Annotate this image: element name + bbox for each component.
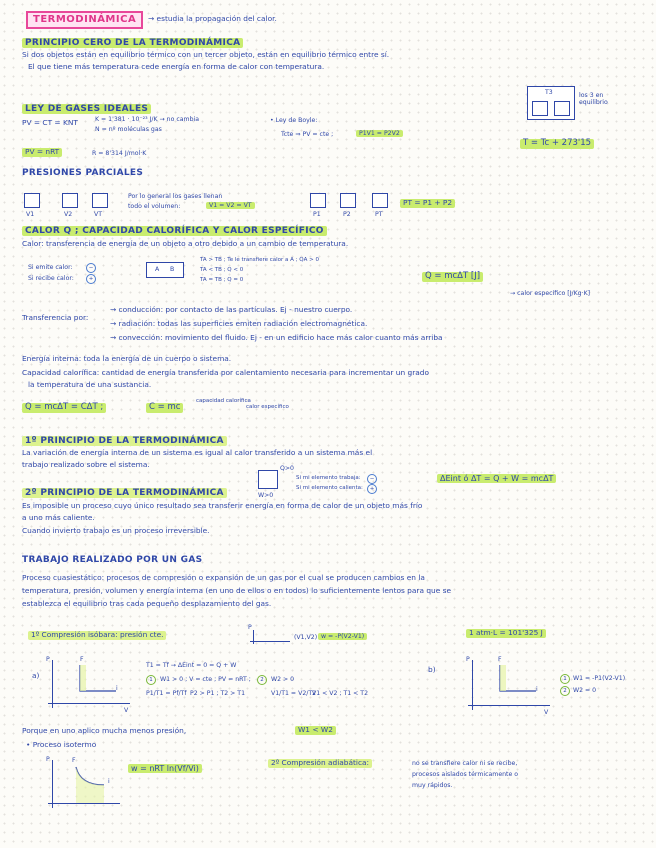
- energia-interna: Energía interna: toda la energía de un cuerpo o sistema.: [22, 354, 232, 363]
- parciales-note2: todo el volumen:: [128, 203, 181, 210]
- transf-item-conveccion: → convección: movimiento del fluido. Ej - en un edificio hace más calor cuanto más arriba: [110, 333, 443, 342]
- gases-n-def: N = nº moléculas gas: [95, 126, 162, 133]
- p2-line2: a uno más caliente.: [22, 513, 95, 522]
- plus-circle-icon-2: +: [367, 484, 377, 494]
- heading-segundo-principio: 2º PRINCIPIO DE LA TERMODINÁMICA: [22, 488, 227, 498]
- capacidad-line2: la temperatura de una sustancia.: [28, 380, 152, 389]
- gas-box-p2: [340, 193, 356, 208]
- conclusion-text: Porque en uno aplico mucha menos presión,: [22, 726, 187, 735]
- isobara-p-label: P: [248, 624, 252, 631]
- graph-b-i: i: [536, 686, 538, 693]
- inner-box-left: [532, 101, 548, 116]
- graph-a-p: P: [46, 656, 50, 663]
- eq-a1: T1 = Tf → ΔEint = 0 = Q + W: [146, 662, 237, 669]
- graph-b-path: [470, 655, 550, 705]
- boyle-eq: Tcte ⇒ PV = cte ;: [281, 131, 334, 138]
- calor-formula-note: → calor específico [J/Kg·K]: [510, 290, 591, 297]
- step-1-icon: 1: [146, 675, 156, 685]
- p1-line2: trabajo realizado sobre el sistema.: [22, 460, 150, 469]
- pressure-equation: PT = P1 + P2: [400, 199, 455, 208]
- isotermo-label: • Proceso isotermo: [26, 740, 97, 749]
- step-2b-icon: 2: [560, 686, 570, 696]
- heading-presiones-parciales: PRESIONES PARCIALES: [22, 168, 144, 178]
- box-a-label: A: [155, 266, 160, 273]
- calor-cond2: TA < TB ; Q < 0: [200, 267, 244, 273]
- calor-cond1: TA > TB ; Te le transfiere calor a A ; QA > 0: [200, 257, 319, 263]
- atm-conversion: 1 atm·L = 101'325 J: [466, 629, 546, 638]
- gases-r-def: R = 8'314 J/mol·K: [92, 150, 147, 157]
- transf-item-radiacion: → radiación: todas las superficies emiten radiación electromagnética.: [110, 319, 368, 328]
- eq-a2: W1 > 0 ; V = cte ; PV = nRT ;: [160, 676, 251, 683]
- graph-iso-curve: [50, 755, 120, 805]
- adiabatica-heading: 2º Compresión adiabática:: [268, 759, 372, 768]
- gas-box-v1: [24, 193, 40, 208]
- graph-iso-p: P: [46, 756, 50, 763]
- p0-line2: El que tiene más temperatura cede energía en forma de calor con temperatura.: [28, 62, 325, 71]
- volume-equation: V1 = V2 = VT: [206, 202, 255, 209]
- minus-circle-icon: −: [86, 263, 96, 273]
- trabajo-line1: Proceso cuasiestático: procesos de compresión o expansión de un gas por el cual se producen cambios en la: [22, 573, 425, 582]
- conclusion-highlight: W1 < W2: [295, 726, 336, 735]
- trabajo-line3: establezca el equilibrio tras cada pequeño desplazamiento del gas.: [22, 599, 272, 608]
- w-label: W>0: [258, 492, 274, 499]
- p1-formula: ΔEint ó ΔT = Q + W = mcΔT: [437, 474, 556, 483]
- p2-line3: Cuando invierto trabajo es un proceso irreversible.: [22, 526, 210, 535]
- p1-cond1: Si mi elemento trabaja:: [296, 475, 361, 481]
- graph-iso-i: i: [108, 778, 110, 785]
- label-p2: P2: [343, 211, 351, 218]
- transf-intro: Transferencia por:: [22, 313, 89, 322]
- box-b-label: B: [170, 266, 175, 273]
- inner-box-right: [554, 101, 570, 116]
- c-equation: C = mc: [146, 403, 183, 413]
- c-note-especifico: calor específico: [246, 404, 289, 410]
- minus-circle-icon-2: −: [367, 474, 377, 484]
- graph-a-f: F: [80, 656, 84, 663]
- p1-line1: La variación de energía interna de un sistema es igual al calor transferido a un sistema más el: [22, 448, 373, 457]
- heading-primer-principio: 1º PRINCIPIO DE LA TERMODINÁMICA: [22, 436, 227, 446]
- eq-a3: P1/T1 = Pf/Tf: [146, 690, 187, 697]
- isobara-heading: 1º Compresión isóbara: presión cte.: [28, 631, 166, 640]
- p0-box-note: los 3 en equilibrio: [579, 92, 608, 107]
- adiabatica-note3: muy rápidos.: [412, 782, 453, 789]
- adiabatica-note2: procesos aislados térmicamente o: [412, 771, 519, 778]
- capacidad-line1: Capacidad calorífica: cantidad de energía transferida por calentamiento necesaria para incrementar un grado: [22, 368, 429, 377]
- graph-b-x-axis: [468, 705, 550, 706]
- equilibrium-box-diagram: [527, 86, 575, 120]
- eq-a5: W2 > 0: [271, 676, 295, 683]
- gas-box-vt: [92, 193, 108, 208]
- boyle-title: • Ley de Boyle:: [270, 117, 318, 124]
- gas-box-pt: [372, 193, 388, 208]
- gas-box-p1: [310, 193, 326, 208]
- gases-eq1: PV = CT = KNT: [22, 118, 78, 127]
- label-v2: V2: [64, 211, 73, 218]
- box-t3-label: T3: [545, 89, 553, 96]
- calor-cede: Si emite calor:: [28, 264, 73, 271]
- gases-k-def: K = 1'381 · 10⁻²³ J/K → no cambia: [95, 116, 200, 123]
- heading-ley-gases: LEY DE GASES IDEALES: [22, 104, 151, 114]
- trabajo-line2: temperatura, presión, volumen y energía interna (en uno de ellos o en todos) lo suficientemente lentos para que se: [22, 586, 451, 595]
- heading-principio-cero: PRINCIPIO CERO DE LA TERMODINÁMICA: [22, 38, 243, 48]
- label-p1: P1: [313, 211, 321, 218]
- calor-formula: Q = mcΔT [J]: [422, 272, 483, 282]
- graph-b-v: V: [544, 709, 549, 716]
- page-title: TERMODINÁMICA: [26, 11, 143, 29]
- gas-box-v2: [62, 193, 78, 208]
- isobara-work-formula: w = -P(V2-V1): [318, 633, 367, 640]
- q-label: Q>0: [280, 465, 294, 472]
- eq-b2: W2 = 0: [573, 687, 597, 694]
- eq-a6: V1/T1 = V2/T2: [271, 690, 317, 697]
- label-vt: VT: [94, 211, 103, 218]
- heading-calor: CALOR Q ; CAPACIDAD CALORÍFICA Y CALOR ESPECÍFICO: [22, 226, 327, 236]
- graph-b-f: F: [498, 656, 502, 663]
- heat-transfer-boxes: [146, 262, 184, 278]
- graph-a-i: i: [116, 685, 118, 692]
- c-note-capacidad: capacidad calorífica: [196, 398, 251, 404]
- calor-recibe: Si recibe calor:: [28, 275, 74, 282]
- p1-cond2: Si mi elemento calienta:: [296, 485, 363, 491]
- plus-circle-icon: +: [86, 274, 96, 284]
- graph-a-path: [50, 655, 130, 705]
- heading-trabajo: TRABAJO REALIZADO POR UN GAS: [22, 555, 203, 565]
- graph-b-p: P: [466, 656, 470, 663]
- step-1b-icon: 1: [560, 674, 570, 684]
- kelvin-formula: T = Tc + 273'15: [520, 139, 594, 149]
- calor-cond3: TA = TB ; Q = 0: [200, 277, 244, 283]
- isobara-pv-label: (V1,V2): [294, 634, 318, 641]
- p2-line1: Es imposible un proceso cuyo único resultado sea transferir energía en forma de calor de un objeto más frío: [22, 501, 423, 510]
- isotermo-formula: w = nRT ln(Vf/Vi): [128, 764, 202, 773]
- title-note: → estudia la propagación del calor.: [148, 14, 277, 23]
- eq-b1: W1 = -P1(V2-V1): [573, 675, 626, 682]
- gases-eq2: PV = nRT: [22, 148, 62, 157]
- boyle-eq2: P1V1 = P2V2: [356, 130, 403, 137]
- p0-line1: Si dos objetos están en equilibrio térmico con un tercer objeto, están en equilibrio térmico entre sí.: [22, 50, 390, 59]
- graph-a-v: V: [124, 707, 129, 714]
- case-b-label: b): [428, 665, 436, 674]
- case-a-label: a): [32, 671, 40, 680]
- system-box-diagram: [258, 470, 278, 489]
- eq-a7: V1 < V2 ; T1 < T2: [312, 690, 369, 697]
- graph-iso-f: F: [72, 757, 76, 764]
- label-v1: V1: [26, 211, 35, 218]
- transf-item-conduccion: → conducción: por contacto de las partículas. Ej - nuestro cuerpo.: [110, 305, 353, 314]
- eq-a4: P2 > P1 ; T2 > T1: [190, 690, 246, 697]
- step-2-icon: 2: [257, 675, 267, 685]
- mini-axis-x: [250, 641, 290, 642]
- transf-formula: Q = mcΔT = CΔT ;: [22, 403, 106, 413]
- parciales-note1: Por lo general los gases llenan: [128, 193, 223, 200]
- label-pt: PT: [375, 211, 383, 218]
- calor-def: Calor: transferencia de energía de un objeto a otro debido a un cambio de temperatura.: [22, 239, 349, 248]
- adiabatica-note1: no se transfiere calor ni se recibe,: [412, 760, 518, 767]
